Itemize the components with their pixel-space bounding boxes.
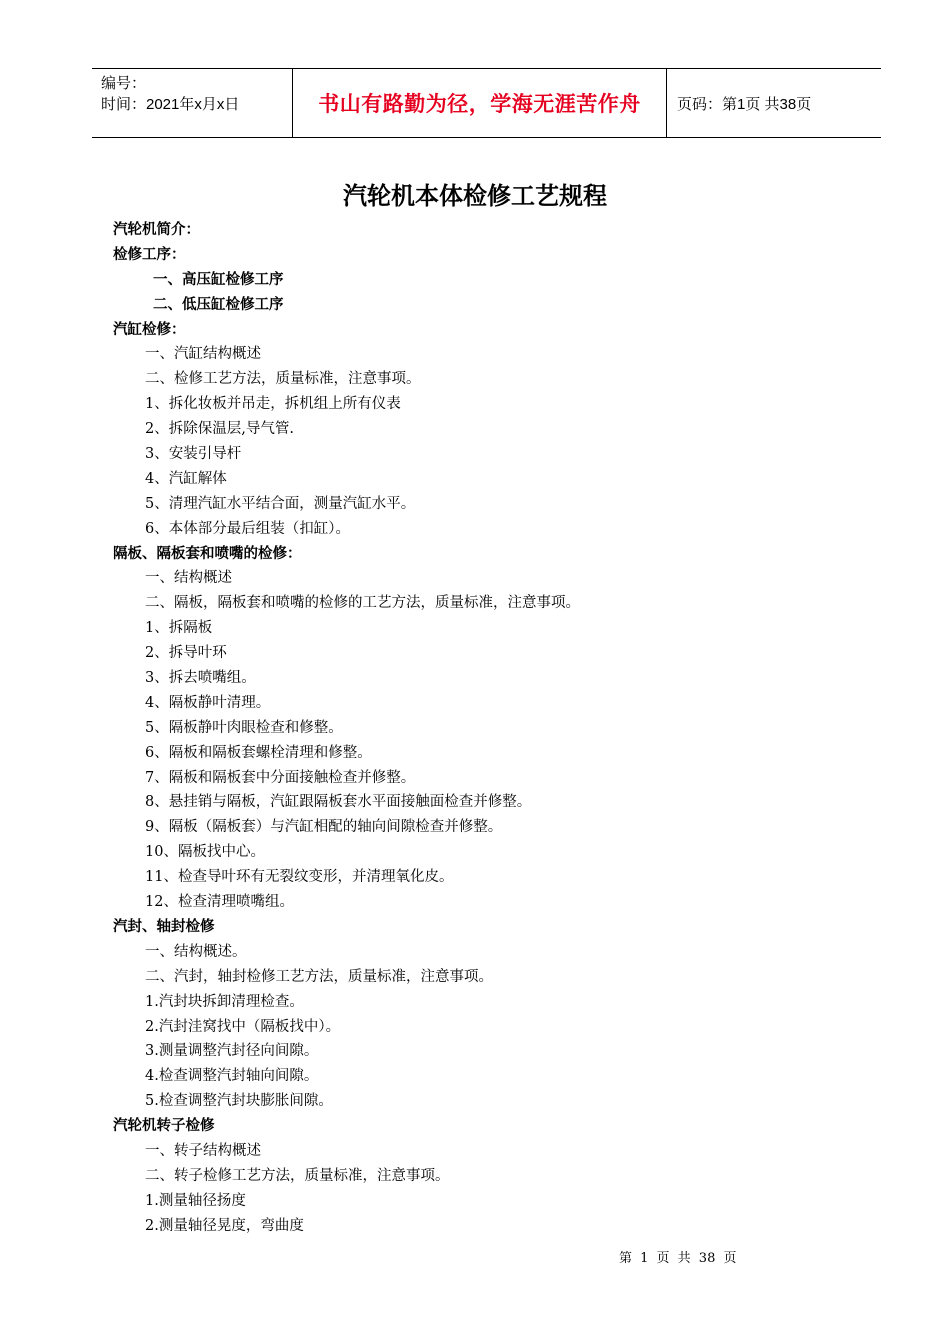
list-item: 1.汽封块拆卸清理检查。: [145, 993, 304, 1010]
section-heading: 汽轮机转子检修: [113, 1118, 215, 1135]
header-info-cell: [92, 69, 293, 137]
list-item: 3、安装引导杆: [145, 446, 242, 463]
list-item: 1、拆化妆板并吊走，拆机组上所有仪表: [145, 396, 401, 413]
list-item: 6、隔板和隔板套螺栓清理和修整。: [145, 744, 372, 761]
page-footer: 第 1 页 共 38 页: [619, 1251, 737, 1266]
list-item: 1、拆隔板: [145, 620, 213, 637]
list-item: 4、汽缸解体: [145, 470, 227, 487]
list-item: 二、隔板，隔板套和喷嘴的检修的工艺方法，质量标准，注意事项。: [145, 595, 580, 612]
list-item: 2、拆除保温层,导气管.: [145, 421, 294, 438]
document-body: [113, 218, 873, 1239]
list-item: 一、汽缸结构概述: [145, 346, 261, 363]
list-item: 11、检查导叶环有无裂纹变形，并清理氧化皮。: [145, 869, 454, 886]
list-item: 一、结构概述: [145, 570, 232, 587]
list-item: 5、隔板静叶肉眼检查和修整。: [145, 719, 343, 736]
list-item: 3.测量调整汽封径向间隙。: [145, 1043, 319, 1060]
section-heading: 汽缸检修：: [113, 321, 186, 338]
list-item: 12、检查清理喷嘴组。: [145, 894, 294, 911]
list-item: 二、检修工艺方法，质量标准，注意事项。: [145, 371, 421, 388]
list-item: 2.测量轴径晃度，弯曲度: [145, 1217, 304, 1234]
page-header: [92, 68, 881, 138]
list-item: 二、汽封，轴封检修工艺方法，质量标准，注意事项。: [145, 968, 493, 985]
document-title: 汽轮机本体检修工艺规程: [343, 182, 607, 210]
list-item: 7、隔板和隔板套中分面接触检查并修整。: [145, 769, 416, 786]
section-heading: 二、低压缸检修工序: [153, 296, 284, 313]
list-item: 一、转子结构概述: [145, 1142, 261, 1159]
section-heading: 隔板、隔板套和喷嘴的检修：: [113, 545, 302, 562]
list-item: 5、清理汽缸水平结合面，测量汽缸水平。: [145, 495, 416, 512]
section-heading: 检修工序：: [113, 246, 186, 263]
header-number-label: 编号：: [101, 75, 147, 92]
list-item: 一、结构概述。: [145, 943, 247, 960]
header-motto: 书山有路勤为径，学海无涯苦作舟: [293, 69, 667, 137]
list-item: 4.检查调整汽封轴向间隙。: [145, 1068, 319, 1085]
header-time-label: 时间：2021年x月x日: [101, 96, 240, 113]
list-item: 10、隔板找中心。: [145, 844, 265, 861]
list-item: 二、转子检修工艺方法，质量标准，注意事项。: [145, 1167, 450, 1184]
list-item: 2.汽封洼窝找中（隔板找中）。: [145, 1018, 341, 1035]
section-heading: 汽封、轴封检修: [113, 918, 215, 935]
section-heading: 一、高压缸检修工序: [153, 271, 284, 288]
list-item: 3、拆去喷嘴组。: [145, 670, 256, 687]
list-item: 4、隔板静叶清理。: [145, 694, 271, 711]
header-page-label: 页码：第1页 共38页: [677, 95, 812, 113]
list-item: 9、隔板（隔板套）与汽缸相配的轴向间隙检查并修整。: [145, 819, 503, 836]
list-item: 5.检查调整汽封块膨胀间隙。: [145, 1093, 333, 1110]
list-item: 8、悬挂销与隔板，汽缸跟隔板套水平面接触面检查并修整。: [145, 794, 532, 811]
list-item: 2、拆导叶环: [145, 645, 227, 662]
list-item: 6、本体部分最后组装（扣缸）。: [145, 520, 350, 537]
section-heading: 汽轮机简介：: [113, 222, 200, 238]
list-item: 1.测量轴径扬度: [145, 1192, 246, 1209]
